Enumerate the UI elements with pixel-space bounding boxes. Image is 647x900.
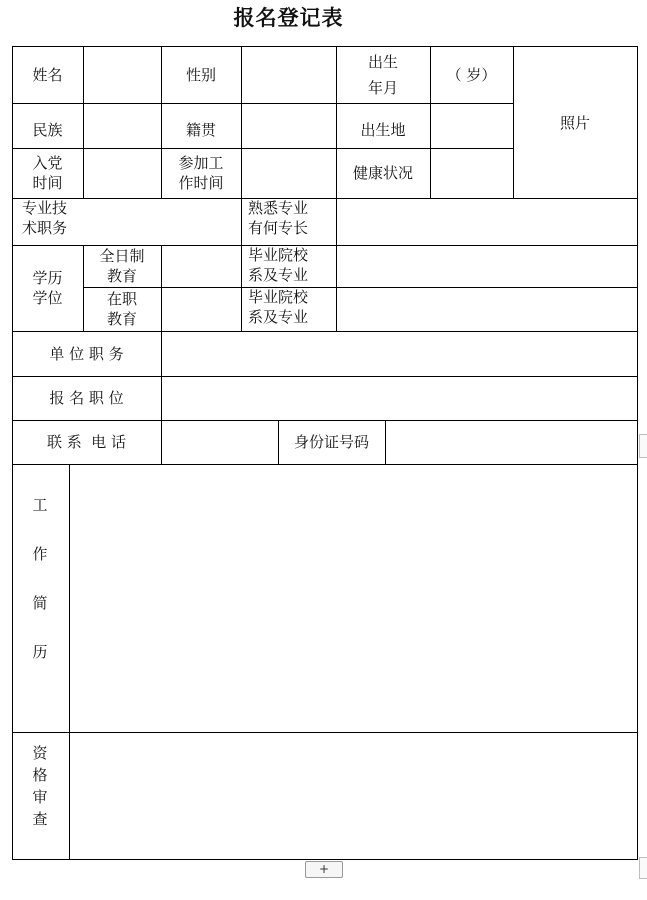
ethnicity-label: 民族: [32, 120, 63, 139]
birthplace-field[interactable]: [431, 104, 513, 148]
education-degree-label: 学历 学位: [32, 269, 63, 307]
parttime-school-field[interactable]: [337, 288, 637, 331]
health-label: 健康状况: [352, 164, 413, 182]
add-row-button[interactable]: +: [305, 861, 343, 878]
parttime-education-field[interactable]: [162, 288, 241, 331]
name-field[interactable]: [84, 47, 161, 103]
birthplace-label: 出生地: [360, 120, 406, 139]
qualification-review-field[interactable]: [70, 733, 637, 859]
parttime-education-label: 在职 教育: [106, 290, 137, 328]
work-history-field[interactable]: [70, 465, 637, 732]
fulltime-education-label: 全日制 教育: [99, 247, 145, 285]
birth-date-label: 出生 年月: [367, 52, 398, 97]
birth-date-field[interactable]: [430, 46, 513, 103]
id-number-field[interactable]: [386, 421, 637, 464]
applied-position-label: 报 名 职 位: [49, 389, 124, 407]
work-start-date-label: 参加工 作时间: [178, 154, 224, 192]
parttime-school-label: 毕业院校 系及专业: [248, 288, 309, 326]
applied-position-field[interactable]: [162, 377, 637, 420]
id-number-label: 身份证号码: [293, 433, 369, 451]
fulltime-school-field[interactable]: [337, 246, 637, 287]
gender-label: 性别: [185, 65, 216, 84]
age-hint: （ 岁）: [446, 65, 497, 84]
unit-position-field[interactable]: [162, 332, 637, 376]
party-join-date-field[interactable]: [84, 149, 161, 198]
work-start-date-field[interactable]: [242, 149, 336, 198]
qualification-review-label: 资 格 审 查: [32, 744, 48, 828]
form-title: 报名登记表: [233, 5, 344, 30]
photo-box[interactable]: [513, 46, 637, 199]
photo-label: 照片: [559, 113, 590, 132]
phone-label: 联 系 电 话: [46, 433, 127, 451]
specialty-field[interactable]: [337, 199, 637, 245]
gender-field[interactable]: [242, 47, 336, 103]
fulltime-school-label: 毕业院校 系及专业: [248, 246, 309, 284]
name-label: 姓名: [32, 65, 63, 84]
health-field[interactable]: [431, 149, 513, 198]
tech-title-label: 专业技 术职务: [22, 199, 68, 237]
ethnicity-field[interactable]: [84, 104, 161, 148]
work-history-label: 工 作 简 历: [32, 496, 48, 661]
party-join-date-label: 入党 时间: [32, 154, 63, 192]
fulltime-education-field[interactable]: [162, 246, 241, 287]
table-resize-handle[interactable]: [639, 434, 647, 458]
unit-position-label: 单 位 职 务: [49, 344, 124, 363]
tech-title-field[interactable]: [84, 199, 241, 245]
phone-field[interactable]: [162, 421, 278, 464]
native-place-field[interactable]: [242, 104, 336, 148]
table-corner-handle[interactable]: [639, 857, 647, 879]
specialty-label: 熟悉专业 有何专长: [248, 199, 309, 237]
native-place-label: 籍贯: [185, 120, 216, 139]
